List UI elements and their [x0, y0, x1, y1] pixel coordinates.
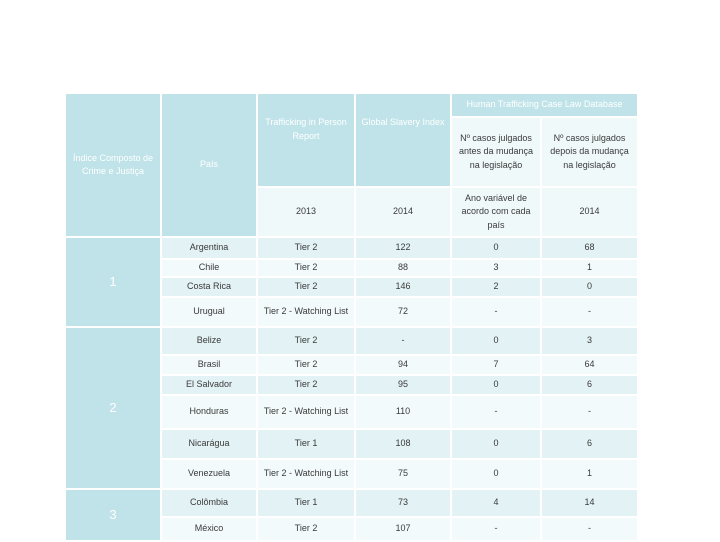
header-depois: Nº casos julgados depois da mudança na legislação — [542, 118, 637, 186]
cell-antes: 4 — [452, 490, 540, 516]
cell-gsi: - — [356, 328, 450, 354]
header-indice: Índice Composto de Crime e Justiça — [66, 94, 160, 236]
cell-depois: 1 — [542, 460, 637, 488]
cell-antes: 3 — [452, 260, 540, 276]
header-pais: País — [162, 94, 256, 236]
header-antes: Nº casos julgados antes da mudança na legislação — [452, 118, 540, 186]
cell-depois: 3 — [542, 328, 637, 354]
cell-antes: - — [452, 396, 540, 428]
cell-pais: Belize — [162, 328, 256, 354]
cell-gsi: 73 — [356, 490, 450, 516]
cell-gsi: 88 — [356, 260, 450, 276]
cell-tip: Tier 2 — [258, 356, 354, 374]
cell-gsi: 122 — [356, 238, 450, 258]
cell-depois: 6 — [542, 376, 637, 394]
subheader-gsi-year: 2014 — [356, 188, 450, 236]
cell-depois: 64 — [542, 356, 637, 374]
cell-tip: Tier 1 — [258, 490, 354, 516]
table-row — [66, 328, 637, 354]
cell-pais: Venezuela — [162, 460, 256, 488]
subheader-tip-year: 2013 — [258, 188, 354, 236]
cell-pais: México — [162, 518, 256, 540]
cell-tip: Tier 2 — [258, 518, 354, 540]
cell-gsi: 146 — [356, 278, 450, 296]
cell-gsi: 108 — [356, 430, 450, 458]
cell-gsi: 95 — [356, 376, 450, 394]
cell-depois: 0 — [542, 278, 637, 296]
table-row — [66, 238, 637, 258]
cell-pais: Nicarágua — [162, 430, 256, 458]
group-label: 2 — [66, 328, 160, 488]
subheader-depois-year: 2014 — [542, 188, 637, 236]
table-row — [66, 490, 637, 516]
cell-gsi: 107 — [356, 518, 450, 540]
cell-tip: Tier 2 — [258, 376, 354, 394]
cell-tip: Tier 2 — [258, 238, 354, 258]
cell-antes: - — [452, 298, 540, 326]
cell-pais: Urugual — [162, 298, 256, 326]
cell-depois: - — [542, 298, 637, 326]
cell-depois: - — [542, 518, 637, 540]
cell-gsi: 110 — [356, 396, 450, 428]
cell-pais: Colômbia — [162, 490, 256, 516]
cell-antes: - — [452, 518, 540, 540]
group-label: 3 — [66, 490, 160, 540]
cell-antes: 0 — [452, 238, 540, 258]
cell-tip: Tier 2 — [258, 278, 354, 296]
table-body — [66, 238, 637, 540]
cell-gsi: 72 — [356, 298, 450, 326]
cell-antes: 0 — [452, 430, 540, 458]
cell-tip: Tier 2 - Watching List — [258, 396, 354, 428]
cell-tip: Tier 2 — [258, 260, 354, 276]
cell-depois: 14 — [542, 490, 637, 516]
cell-gsi: 75 — [356, 460, 450, 488]
cell-pais: Costa Rica — [162, 278, 256, 296]
cell-tip: Tier 1 — [258, 430, 354, 458]
cell-depois: - — [542, 396, 637, 428]
cell-antes: 0 — [452, 328, 540, 354]
cell-antes: 2 — [452, 278, 540, 296]
cell-pais: Argentina — [162, 238, 256, 258]
cell-depois: 6 — [542, 430, 637, 458]
cell-gsi: 94 — [356, 356, 450, 374]
cell-tip: Tier 2 — [258, 328, 354, 354]
header-tip: Trafficking in Person Report — [258, 94, 354, 186]
cell-tip: Tier 2 - Watching List — [258, 460, 354, 488]
header-gsi: Global Slavery Index — [356, 94, 450, 186]
cell-pais: Chile — [162, 260, 256, 276]
case-law-table — [64, 92, 639, 542]
header-case-law-database: Human Trafficking Case Law Database — [452, 94, 637, 116]
cell-antes: 7 — [452, 356, 540, 374]
cell-pais: Brasil — [162, 356, 256, 374]
cell-antes: 0 — [452, 376, 540, 394]
cell-depois: 1 — [542, 260, 637, 276]
cell-antes: 0 — [452, 460, 540, 488]
group-label: 1 — [66, 238, 160, 326]
cell-pais: El Salvador — [162, 376, 256, 394]
cell-depois: 68 — [542, 238, 637, 258]
cell-pais: Honduras — [162, 396, 256, 428]
subheader-antes-year: Ano variável de acordo com cada país — [452, 188, 540, 236]
cell-tip: Tier 2 - Watching List — [258, 298, 354, 326]
